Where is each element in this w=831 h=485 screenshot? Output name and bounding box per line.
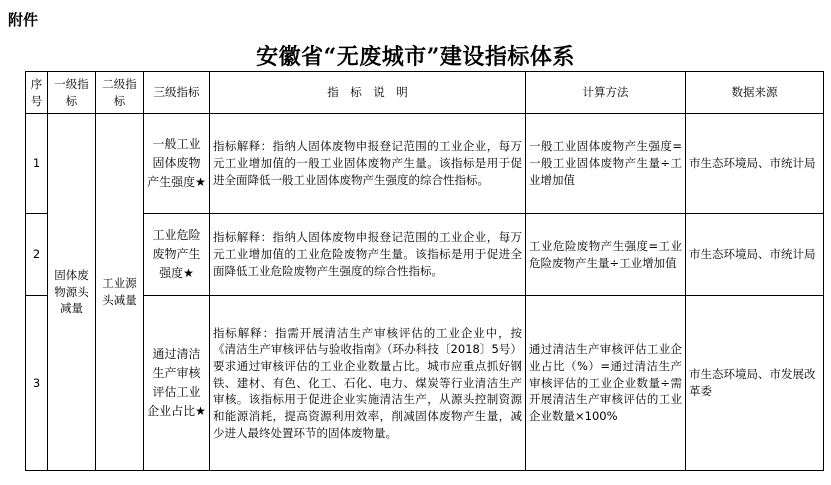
- row-seq: 1: [26, 114, 48, 214]
- row-seq: 3: [26, 296, 48, 471]
- col-header-explanation: 指 标 说 明: [210, 72, 526, 114]
- col-header-level3: 三级指标: [144, 72, 210, 114]
- indicator-explanation: 指标解释：指纳人固体废物申报登记范围的工业企业，每万元工业增加值的一般工业固体废物产生量。该指标是用于促进全面降低一般工业固体废物产生强度的综合性指标。: [210, 114, 526, 214]
- level3-indicator: 通过清洁生产审核评估工业企业占比★: [144, 296, 210, 471]
- calculation-method: 工业危险废物产生强度=工业危险废物产生量÷工业增加值: [526, 214, 686, 296]
- col-header-level1: 一级指标: [48, 72, 96, 114]
- data-source: 市生态环境局、市发展改革委: [686, 296, 824, 471]
- col-header-level2: 二级指标: [96, 72, 144, 114]
- level3-indicator: 工业危险废物产生强度★: [144, 214, 210, 296]
- col-header-method: 计算方法: [526, 72, 686, 114]
- level2-indicator: 工业源头减量: [96, 114, 144, 471]
- indicator-explanation: 指标解释：指需开展清洁生产审核评估的工业企业中，按《清洁生产审核评估与验收指南》（环办科技〔2018〕5号）要求通过审核评估的工业企业数量占比。城市应重点抓好钢铁、建材、有色、化工、石化、电力、煤炭等行业清洁生产审核。该指标用于促进企业实施清洁生产，从源头控制资源和能源消耗，提高资源利用效率，削减固体废物产生量，减少进人最终处置环节的固体废物量。: [210, 296, 526, 471]
- col-header-source: 数据来源: [686, 72, 824, 114]
- attachment-label: 附件: [8, 11, 39, 29]
- level3-indicator: 一般工业固体废物产生强度★: [144, 114, 210, 214]
- table-header-row: [26, 72, 824, 114]
- row-seq: 2: [26, 214, 48, 296]
- calculation-method: 一般工业固体废物产生强度=一般工业固体废物产生量÷工业增加值: [526, 114, 686, 214]
- data-source: 市生态环境局、市统计局: [686, 114, 824, 214]
- col-header-seq: 序号: [26, 72, 48, 114]
- table-row: [26, 114, 824, 214]
- level1-indicator: 固体废物源头减量: [48, 114, 96, 471]
- indicator-explanation: 指标解释：指纳人固体废物申报登记范围的工业企业，每万元工业增加值的工业危险废物产生量。该指标是用于促进全面降低工业危险废物产生强度的综合性指标。: [210, 214, 526, 296]
- table-row: [26, 214, 824, 296]
- indicator-table: [25, 71, 824, 471]
- data-source: 市生态环境局、市统计局: [686, 214, 824, 296]
- page-title: 安徽省“无废城市”建设指标体系: [256, 44, 575, 70]
- calculation-method: 通过清洁生产审核评估工业企业占比（%）=通过清洁生产审核评估的工业企业数量÷需开展清洁生产审核评估的工业企业数量×100%: [526, 296, 686, 471]
- table-row: [26, 296, 824, 471]
